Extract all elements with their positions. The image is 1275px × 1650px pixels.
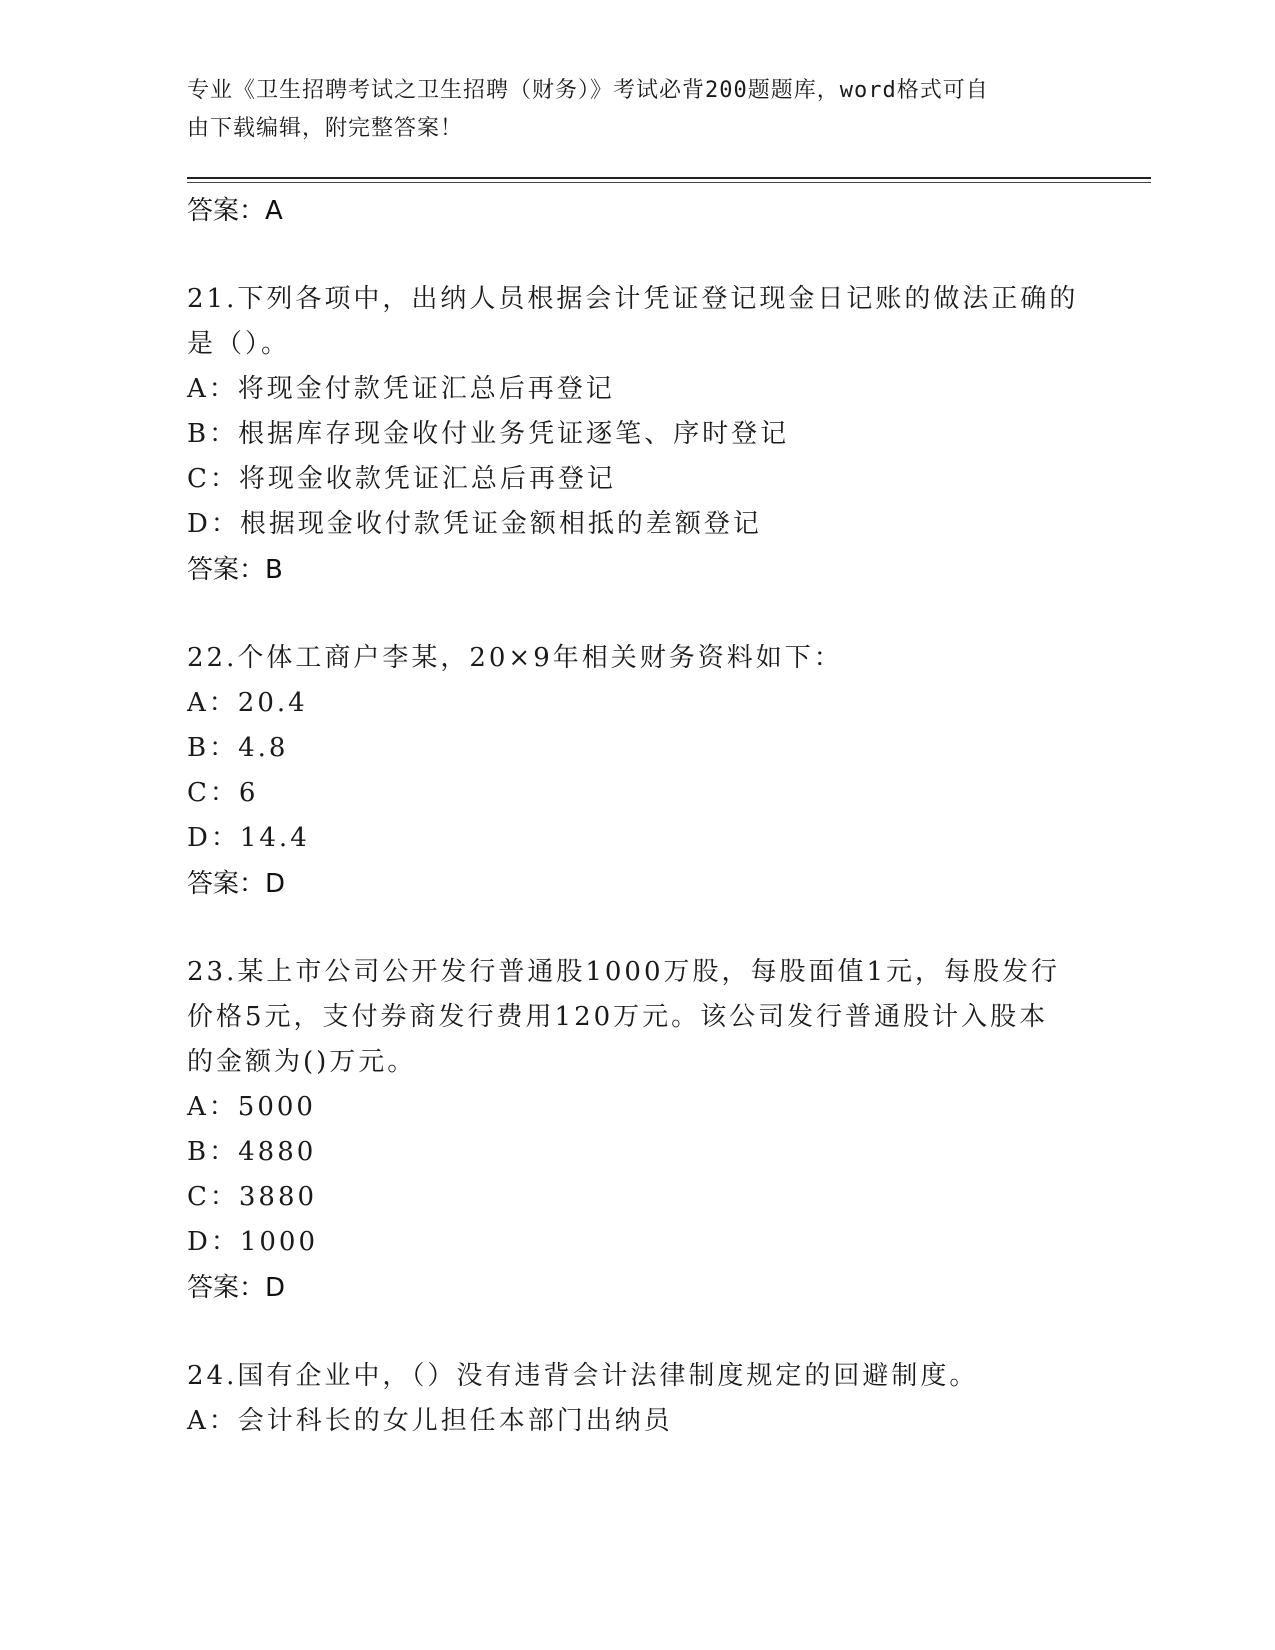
spacer: [187, 593, 1087, 636]
previous-answer: 答案：A: [187, 196, 283, 226]
question-line: 21.下列各项中，出纳人员根据会计凭证登记现金日记账的做法正确的: [187, 284, 1079, 314]
header-line-1: 专业《卫生招聘考试之卫生招聘（财务）》考试必背200题题库，word格式可自: [187, 78, 989, 103]
question-text: [187, 636, 1087, 681]
question-line: 22.个体工商户李某，20×9年相关财务资料如下：: [187, 643, 843, 673]
option-d: D：根据现金收付款凭证金额相抵的差额登记: [187, 509, 762, 539]
question-line: 价格5元，支付券商发行费用120万元。该公司发行普通股计入股本: [187, 1002, 1049, 1032]
question-24: [187, 1354, 1087, 1444]
header-divider: [187, 177, 1151, 179]
question-text: [187, 1354, 1087, 1399]
question-21: [187, 277, 1087, 593]
header-line-2: 由下载编辑，附完整答案！: [187, 116, 464, 141]
option-d: D：1000: [187, 1227, 319, 1257]
answer-line: 答案：B: [187, 555, 283, 585]
question-list: [187, 188, 1087, 1444]
option-a: A：20.4: [187, 688, 308, 718]
question-22: [187, 636, 1087, 907]
answer-line: 答案：D: [187, 869, 286, 899]
question-line: 是（）。: [187, 329, 291, 359]
question-text: [187, 950, 1087, 1085]
header-divider-thin: [187, 182, 1151, 183]
spacer: [187, 1311, 1087, 1354]
question-line: 23.某上市公司公开发行普通股1000万股，每股面值1元，每股发行: [187, 957, 1061, 987]
option-c: C：6: [187, 778, 259, 808]
spacer: [187, 907, 1087, 950]
option-b: B：4.8: [187, 733, 289, 763]
option-c: C：3880: [187, 1182, 318, 1212]
question-text: [187, 277, 1087, 367]
question-23: [187, 950, 1087, 1311]
option-b: B：根据库存现金收付业务凭证逐笔、序时登记: [187, 419, 790, 449]
document-header: [187, 72, 1067, 148]
option-d: D：14.4: [187, 823, 310, 853]
answer-line: 答案：D: [187, 1273, 286, 1303]
spacer: [187, 234, 1087, 277]
option-c: C：将现金收款凭证汇总后再登记: [187, 464, 616, 494]
option-b: B：4880: [187, 1137, 317, 1167]
option-a: A：会计科长的女儿担任本部门出纳员: [187, 1406, 673, 1436]
option-a: A：5000: [187, 1092, 316, 1122]
option-a: A：将现金付款凭证汇总后再登记: [187, 374, 615, 404]
question-line: 24.国有企业中，（）没有违背会计法律制度规定的回避制度。: [187, 1361, 979, 1391]
question-line: 的金额为()万元。: [187, 1047, 417, 1077]
